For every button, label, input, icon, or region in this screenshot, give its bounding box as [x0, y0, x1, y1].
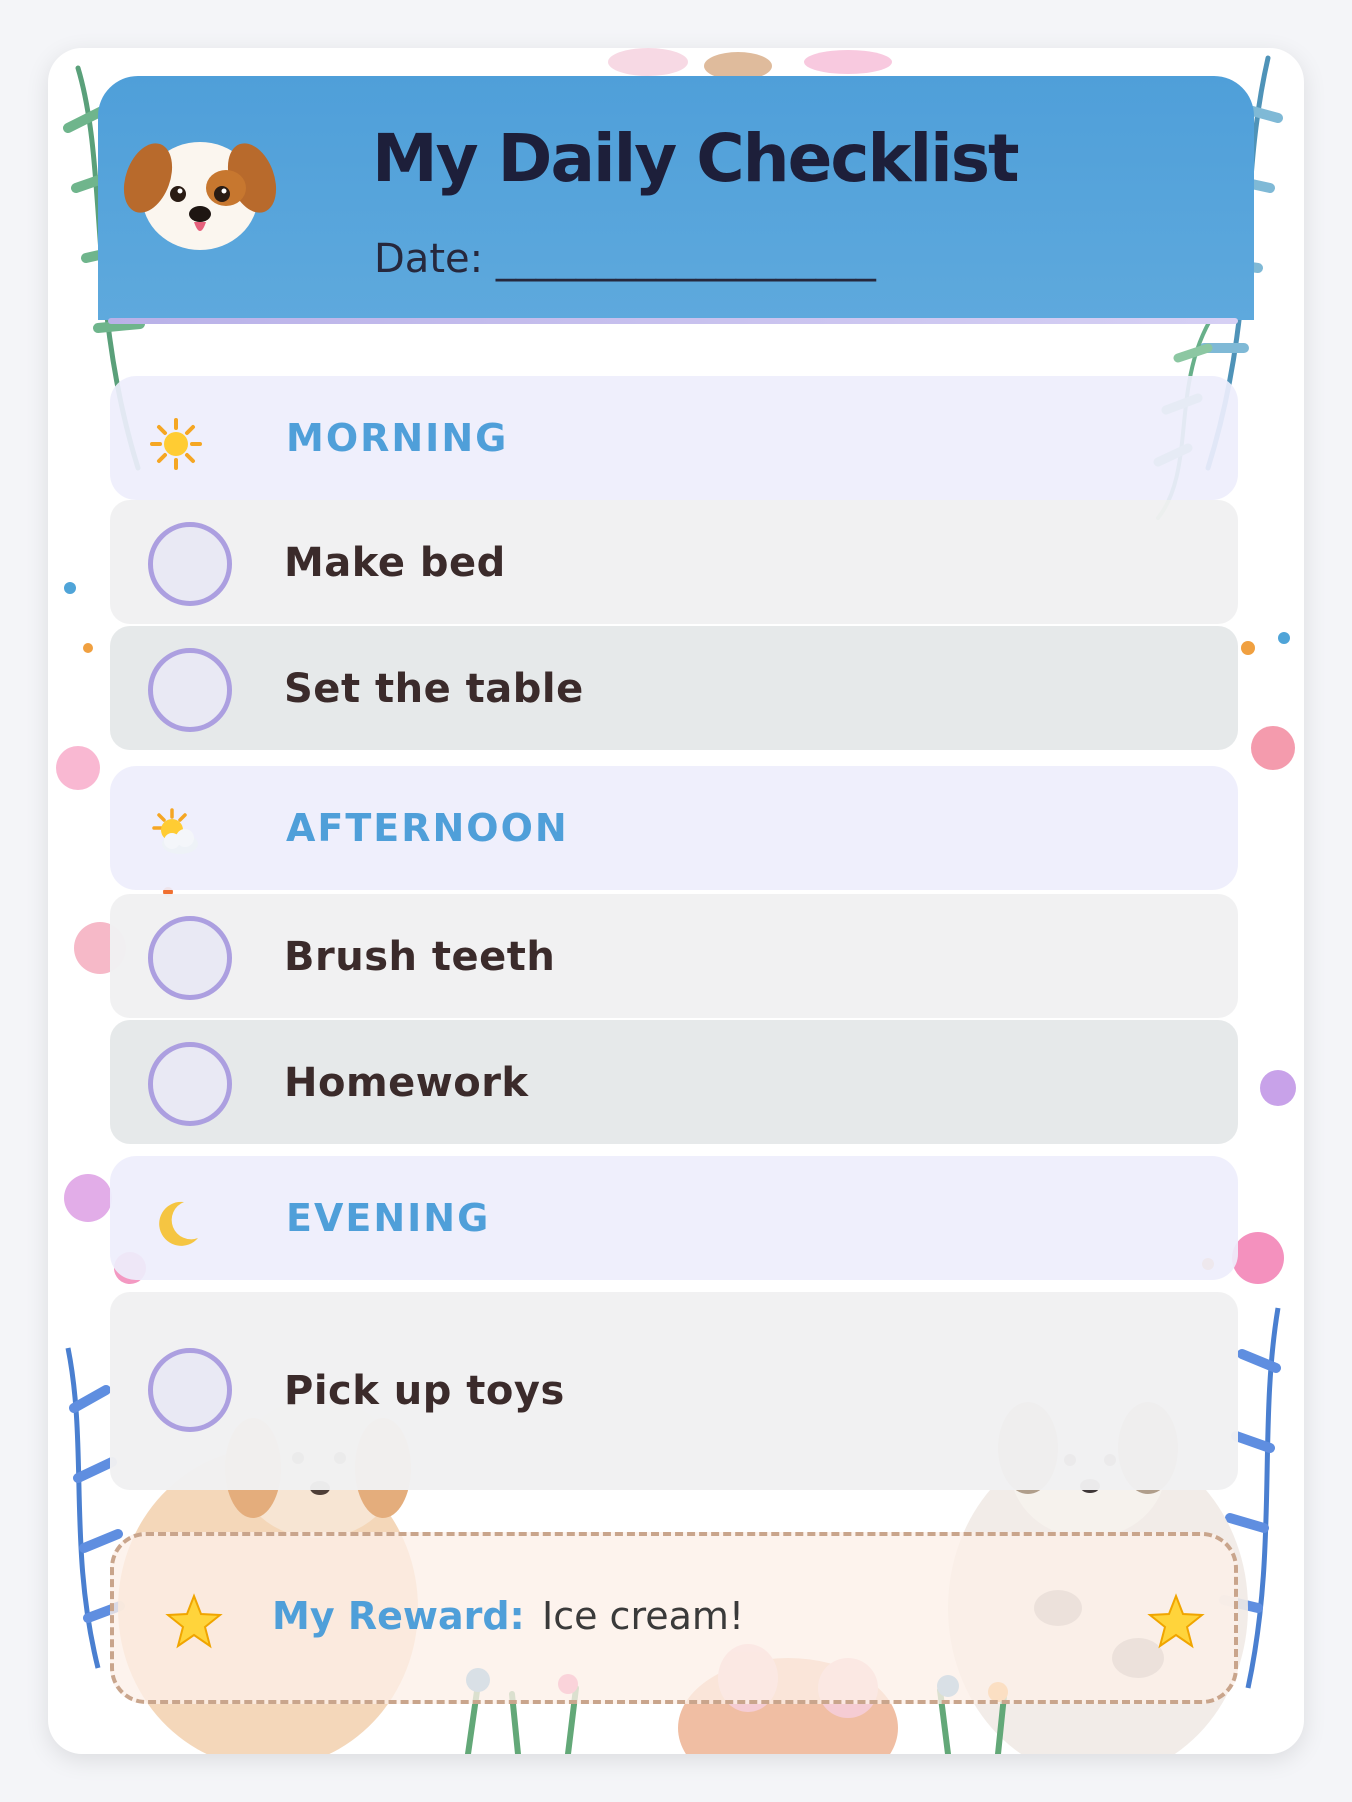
task-label: Make bed [284, 540, 506, 586]
task-label: Set the table [284, 666, 584, 712]
star-icon [164, 1592, 224, 1652]
page-title: My Daily Checklist [372, 120, 1018, 197]
sun-behind-cloud-icon [150, 808, 202, 860]
reward-label: My Reward: [272, 1594, 525, 1638]
section-label: EVENING [286, 1196, 491, 1240]
star-icon [1146, 1592, 1206, 1652]
task-checkbox[interactable] [148, 1348, 232, 1432]
task-label: Homework [284, 1060, 529, 1106]
date-row [374, 236, 876, 282]
reward-box [110, 1532, 1238, 1704]
section-evening [110, 1156, 1238, 1280]
task-label: Pick up toys [284, 1368, 565, 1414]
task-checkbox[interactable] [148, 522, 232, 606]
dog-face-icon [120, 118, 280, 258]
task-checkbox[interactable] [148, 648, 232, 732]
checklist-card [48, 48, 1304, 1754]
section-afternoon [110, 766, 1238, 890]
task-row[interactable] [110, 1292, 1238, 1490]
task-label: Brush teeth [284, 934, 556, 980]
task-row[interactable] [110, 500, 1238, 624]
sun-icon [150, 418, 202, 470]
reward-value[interactable]: Ice cream! [542, 1594, 745, 1638]
task-checkbox[interactable] [148, 916, 232, 1000]
date-label: Date: [374, 236, 484, 282]
task-row[interactable] [110, 626, 1238, 750]
section-morning [110, 376, 1238, 500]
task-row[interactable] [110, 894, 1238, 1018]
date-field[interactable]: ___________________ [495, 236, 876, 282]
task-checkbox[interactable] [148, 1042, 232, 1126]
task-row[interactable] [110, 1020, 1238, 1144]
section-label: AFTERNOON [286, 806, 569, 850]
section-label: MORNING [286, 416, 509, 460]
header-divider [108, 318, 1238, 324]
crescent-moon-icon [150, 1198, 202, 1250]
